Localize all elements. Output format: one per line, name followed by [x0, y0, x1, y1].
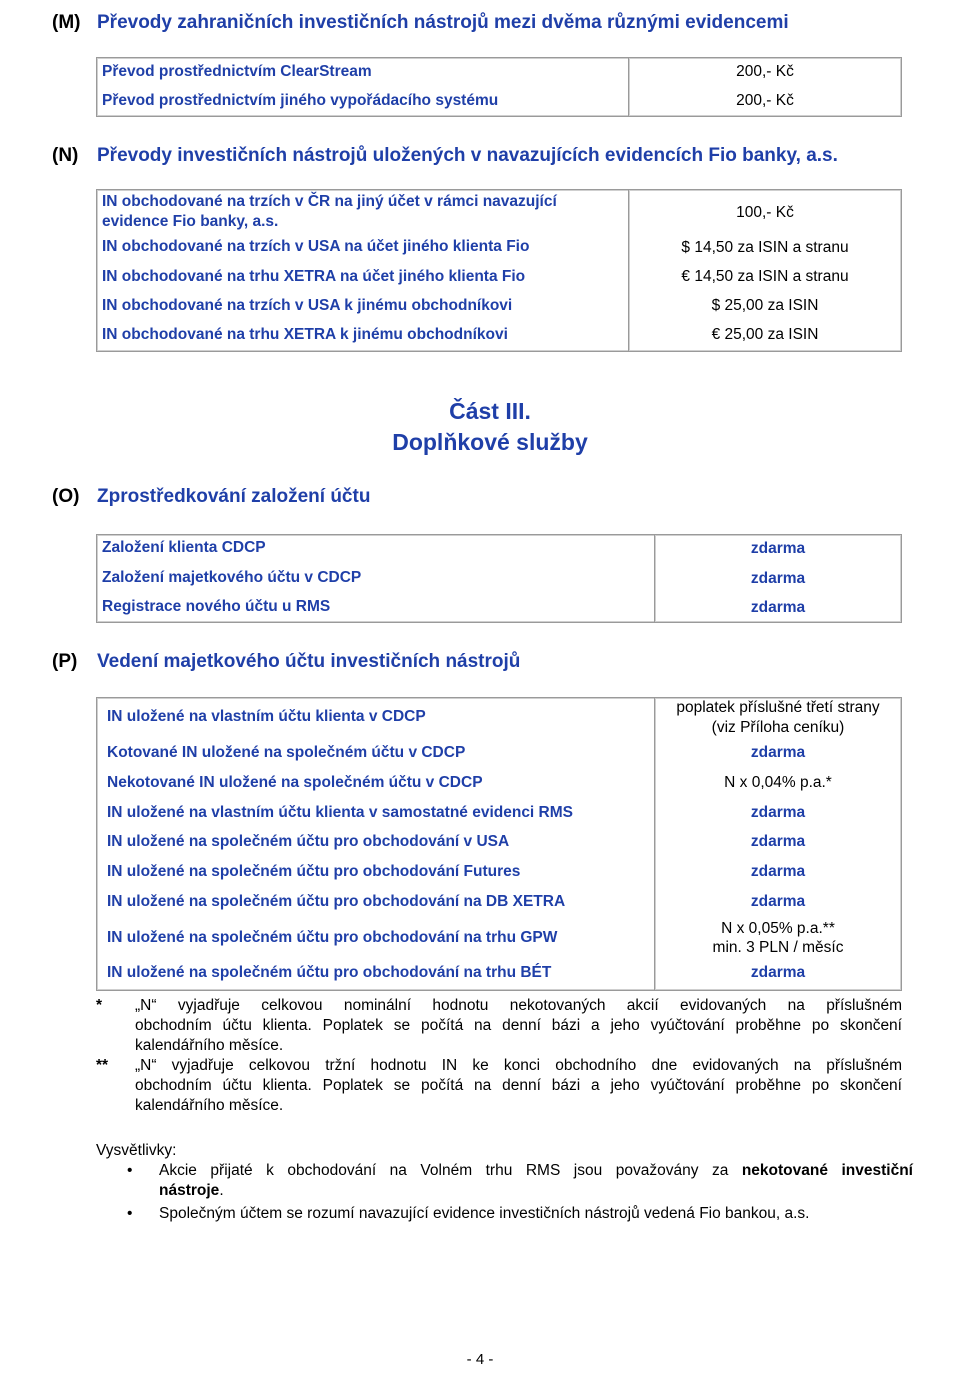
footnote-text: obchodním účtu klienta. Poplatek se počítá na denní bázi a jeho vyúčtování proběhne po skončení	[135, 1017, 902, 1034]
section-m-row-price: 200,- Kč	[736, 92, 794, 109]
explanation-text: Akcie přijaté k obchodování na Volném trhu RMS jsou považovány za	[159, 1162, 729, 1179]
section-p-letter: (P)	[52, 651, 78, 672]
section-n-row-price: $ 25,00 za ISIN	[711, 297, 819, 314]
section-p-row-label: Nekotované IN uložené na společném účtu v CDCP	[107, 774, 483, 791]
section-p-row-price: zdarma	[750, 964, 806, 981]
section-p-row-label: IN uložené na společném účtu pro obchodování na trhu GPW	[107, 929, 558, 946]
section-p-row-price: zdarma	[750, 893, 806, 910]
section-n-row-price: € 25,00 za ISIN	[711, 326, 819, 343]
section-n-row-label: IN obchodované na trzích v USA na účet jiného klienta Fio	[102, 238, 530, 255]
section-p-row-label: IN uložené na společném účtu pro obchodování na DB XETRA	[107, 893, 566, 910]
page-number: - 4 -	[466, 1351, 494, 1368]
explanation-item-cont	[159, 1181, 224, 1201]
section-n-row-label: IN obchodované na trzích v ČR na jiný účet v rámci navazující	[102, 193, 557, 210]
section-o-row-price: zdarma	[750, 540, 806, 557]
explanation-text: .	[219, 1182, 224, 1199]
footnote-mark: *	[96, 997, 103, 1014]
section-m-row-label: Převod prostřednictvím jiného vypořádacího systému	[102, 92, 499, 109]
section-p-row-price-cont: min. 3 PLN / měsíc	[712, 939, 844, 956]
footnote-text: kalendářního měsíce.	[135, 1097, 284, 1114]
section-o-row-price: zdarma	[750, 570, 806, 587]
section-p-row-price: zdarma	[750, 804, 806, 821]
footnote-text: „N“ vyjadřuje celkovou tržní hodnotu IN ke konci obchodního dne evidovaných na příslušném	[135, 1057, 902, 1074]
section-o-title: Zprostředkování založení účtu	[97, 486, 371, 507]
section-p-row-label: IN uložené na vlastním účtu klienta v CDCP	[107, 708, 426, 725]
section-n-letter: (N)	[52, 145, 79, 166]
explanation-item	[159, 1161, 913, 1181]
section-n-row-price: $ 14,50 za ISIN a stranu	[681, 239, 849, 256]
part-subheading: Doplňkové služby	[392, 429, 588, 455]
explanation-item: Společným účtem se rozumí navazující evidence investičních nástrojů vedená Fio bankou, a.s.	[159, 1205, 810, 1222]
part-heading: Část III.	[449, 398, 531, 424]
explanations-heading: Vysvětlivky:	[96, 1142, 177, 1159]
section-m-row-price: 200,- Kč	[736, 63, 794, 80]
section-m-letter: (M)	[52, 12, 81, 33]
section-p-row-price: zdarma	[750, 863, 806, 880]
footnote-mark: **	[96, 1057, 109, 1074]
section-p-row-label: IN uložené na společném účtu pro obchodování na trhu BÉT	[107, 964, 552, 981]
section-n-row-label-cont: evidence Fio banky, a.s.	[102, 213, 279, 230]
footnote-text: kalendářního měsíce.	[135, 1037, 284, 1054]
footnote-text: obchodním účtu klienta. Poplatek se počítá na denní bázi a jeho vyúčtování proběhne po skončení	[135, 1077, 902, 1094]
section-p-row-price: zdarma	[750, 744, 806, 761]
section-o-row-label: Založení majetkového účtu v CDCP	[102, 569, 362, 586]
section-p-row-label: IN uložené na společném účtu pro obchodování v USA	[107, 833, 510, 850]
section-n-row-price: € 14,50 za ISIN a stranu	[681, 268, 849, 285]
section-p-row-price-cont: (viz Příloha ceníku)	[711, 719, 845, 736]
bullet-icon: •	[127, 1162, 133, 1179]
section-m-title: Převody zahraničních investičních nástrojů mezi dvěma různými evidencemi	[97, 12, 789, 33]
explanation-bold: nekotované investiční	[741, 1162, 913, 1179]
bullet-icon: •	[127, 1205, 133, 1222]
section-p-row-label: IN uložené na společném účtu pro obchodování Futures	[107, 863, 521, 880]
section-o-row-label: Registrace nového účtu u RMS	[102, 598, 331, 615]
section-p-row-price: N x 0,04% p.a.*	[724, 774, 832, 791]
section-n-row-label: IN obchodované na trhu XETRA na účet jiného klienta Fio	[102, 268, 526, 285]
section-p-row-label: IN uložené na vlastním účtu klienta v samostatné evidenci RMS	[107, 804, 573, 821]
section-n-row-label: IN obchodované na trhu XETRA k jinému obchodníkovi	[102, 326, 508, 343]
section-p-row-price: poplatek příslušné třetí strany	[676, 699, 880, 716]
section-p-title: Vedení majetkového účtu investičních nástrojů	[97, 651, 521, 672]
section-p-row-price: zdarma	[750, 833, 806, 850]
section-p-row-label: Kotované IN uložené na společném účtu v CDCP	[107, 744, 466, 761]
section-o-row-price: zdarma	[750, 599, 806, 616]
section-o-row-label: Založení klienta CDCP	[102, 539, 266, 556]
explanation-bold: nástroje	[159, 1182, 220, 1199]
section-p-row-price: N x 0,05% p.a.**	[721, 920, 835, 937]
section-m-row-label: Převod prostřednictvím ClearStream	[102, 63, 372, 80]
section-o-letter: (O)	[52, 486, 80, 507]
section-n-row-label: IN obchodované na trzích v USA k jinému obchodníkovi	[102, 297, 513, 314]
footnote-text: „N“ vyjadřuje celkovou nominální hodnotu nekotovaných akcií evidovaných na příslušném	[135, 997, 902, 1014]
section-n-title: Převody investičních nástrojů uložených v navazujících evidencích Fio banky, a.s.	[97, 145, 838, 166]
section-n-row-price: 100,- Kč	[736, 204, 794, 221]
